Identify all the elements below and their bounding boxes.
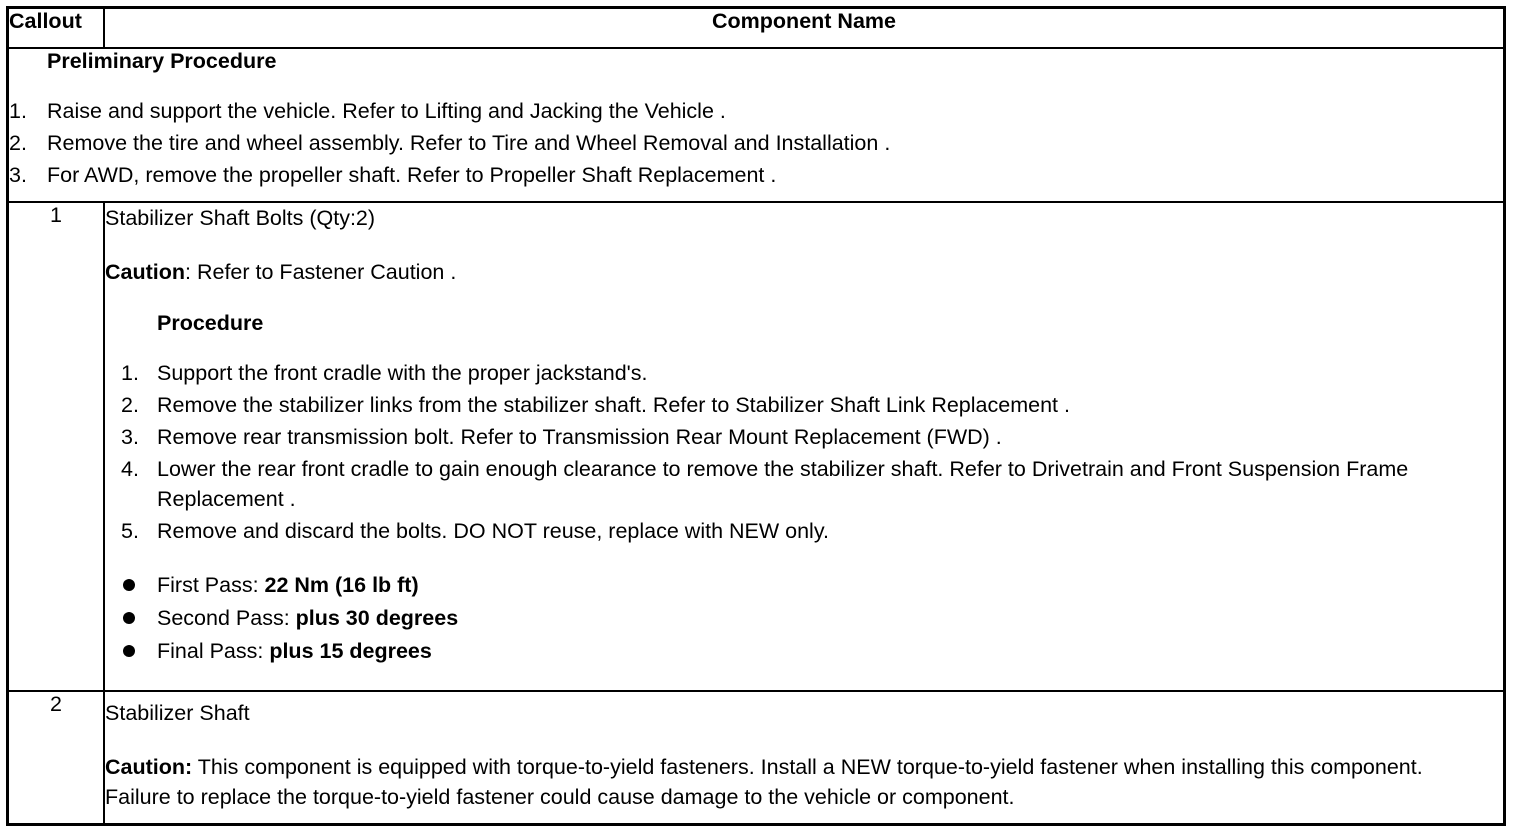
component-name-2: Stabilizer Shaft — [105, 701, 250, 725]
procedure-step — [105, 422, 1503, 452]
component-name-header: Component Name — [104, 9, 1503, 48]
procedure-step — [105, 390, 1503, 420]
step-number: 1. — [9, 99, 27, 123]
preliminary-title: Preliminary Procedure — [47, 49, 277, 73]
preliminary-step — [9, 160, 1503, 190]
torque-value: plus 30 degrees — [295, 606, 459, 630]
caution-1 — [105, 257, 1503, 287]
caution-2 — [105, 752, 1463, 812]
step-number: 3. — [9, 163, 27, 187]
component-cell-1 — [104, 202, 1503, 691]
bullet-icon — [123, 645, 135, 657]
torque-label: Final Pass: — [157, 639, 270, 663]
torque-value: plus 15 degrees — [269, 639, 432, 663]
component-name-1: Stabilizer Shaft Bolts (Qty:2) — [105, 206, 376, 230]
preliminary-row — [9, 48, 1503, 202]
torque-value: 22 Nm (16 lb ft) — [264, 573, 419, 597]
torque-label: Second Pass: — [157, 606, 296, 630]
step-text: Remove rear transmission bolt. Refer to Transmission Rear Mount Replacement (FWD) . — [157, 425, 1002, 449]
component-row-1 — [9, 202, 1503, 691]
procedure-step — [105, 454, 1503, 514]
torque-spec-list — [105, 570, 1503, 666]
caution-label: Caution — [105, 260, 186, 284]
step-text: Raise and support the vehicle. Refer to Lifting and Jacking the Vehicle . — [47, 99, 726, 123]
caution-label: Caution: — [105, 755, 193, 779]
procedure-steps — [105, 358, 1503, 546]
step-number: 2. — [121, 393, 139, 417]
caution-text: This component is equipped with torque-to-yield fasteners. Install a NEW torque-to-yield fastener when installing this component. Failure to replace the torque-to-yield fastener could cause damage to the vehicle or component. — [105, 755, 1423, 809]
header-row — [9, 9, 1503, 48]
callout-number-1: 1 — [9, 202, 104, 691]
torque-spec — [105, 603, 1503, 633]
component-row-2 — [9, 691, 1503, 823]
bullet-icon — [123, 579, 135, 591]
step-text: Remove and discard the bolts. DO NOT reuse, replace with NEW only. — [157, 519, 829, 543]
bullet-icon — [123, 612, 135, 624]
step-text: For AWD, remove the propeller shaft. Refer to Propeller Shaft Replacement . — [47, 163, 777, 187]
callout-header: Callout — [9, 9, 104, 48]
preliminary-step — [9, 96, 1503, 126]
component-cell-2 — [104, 691, 1503, 823]
step-text: Remove the tire and wheel assembly. Refer to Tire and Wheel Removal and Installation . — [47, 131, 891, 155]
torque-spec — [105, 570, 1503, 600]
step-text: Support the front cradle with the proper jackstand's. — [157, 361, 648, 385]
torque-spec — [105, 636, 1503, 666]
torque-label: First Pass: — [157, 573, 265, 597]
procedure-step — [105, 358, 1503, 388]
step-number: 1. — [121, 361, 139, 385]
step-number: 4. — [121, 457, 139, 481]
preliminary-step — [9, 128, 1503, 158]
preliminary-cell — [9, 48, 1503, 202]
step-text: Remove the stabilizer links from the stabilizer shaft. Refer to Stabilizer Shaft Link Replacement . — [157, 393, 1070, 417]
preliminary-steps — [9, 96, 1503, 190]
callout-number-2: 2 — [9, 691, 104, 823]
step-number: 5. — [121, 519, 139, 543]
procedure-step — [105, 516, 1503, 546]
procedure-title: Procedure — [157, 311, 264, 335]
step-number: 3. — [121, 425, 139, 449]
step-number: 2. — [9, 131, 27, 155]
procedure-table-frame — [6, 6, 1506, 826]
caution-text: : Refer to Fastener Caution . — [185, 260, 457, 284]
procedure-table — [9, 9, 1503, 823]
step-text: Lower the rear front cradle to gain enough clearance to remove the stabilizer shaft. Refer to Drivetrain and Front Suspension Frame Replacement . — [157, 457, 1409, 511]
